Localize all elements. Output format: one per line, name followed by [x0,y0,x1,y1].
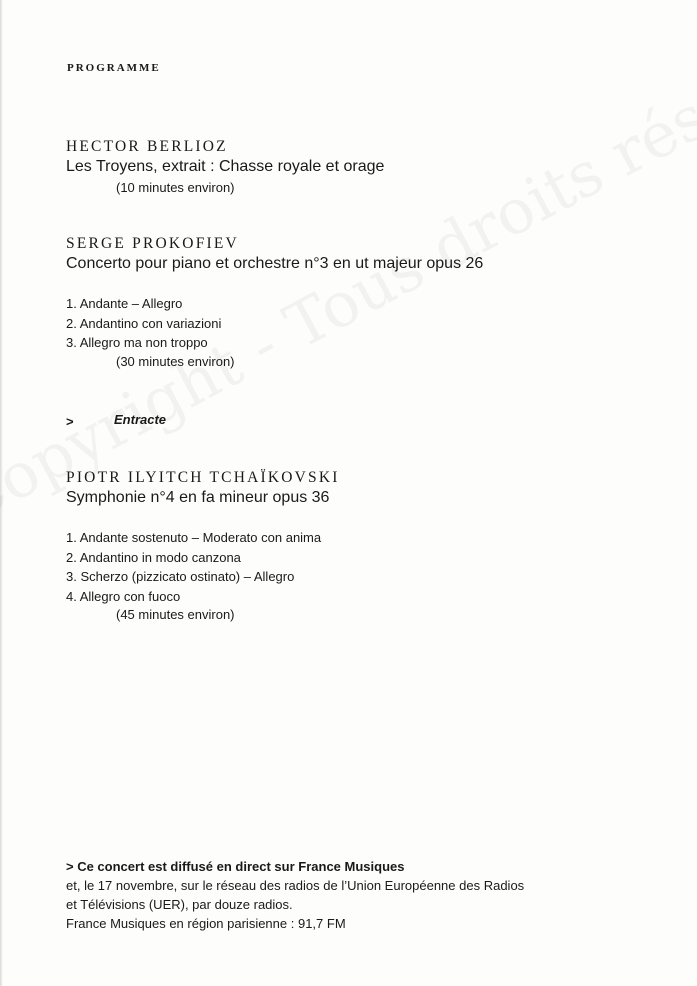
duration: (10 minutes environ) [116,180,235,195]
movement-list [66,528,321,606]
movement-item: 3. Scherzo (pizzicato ostinato) – Allegro [66,569,295,584]
movement-item: 3. Allegro ma non troppo [66,335,208,350]
duration: (30 minutes environ) [116,354,235,369]
work-title: Les Troyens, extrait : Chasse royale et orage [66,158,385,175]
movement-item: 2. Andantino con variazioni [66,315,222,331]
movement-item: 4. Allegro con fuoco [66,588,181,604]
movement-item: 1. Andante – Allegro [66,296,183,311]
work-title: Symphonie n°4 en fa mineur opus 36 [66,489,330,506]
movement-item: 2. Andantino in modo canzona [66,549,241,565]
entracte-label: Entracte [114,412,167,427]
broadcast-headline: > Ce concert est diffusé en direct sur France Musiques [66,859,405,874]
movement-list [66,294,221,353]
entracte-marker: > [66,414,74,429]
broadcast-line: France Musiques en région parisienne : 91,7 FM [66,916,346,931]
work-title: Concerto pour piano et orchestre n°3 en ut majeur opus 26 [66,255,484,272]
broadcast-line: et Télévisions (UER), par douze radios. [66,897,293,912]
programme-label: PROGRAMME [67,62,161,74]
composer-name: SERGE PROKOFIEV [66,235,239,252]
movement-item: 1. Andante sostenuto – Moderato con anima [66,530,322,545]
duration: (45 minutes environ) [116,607,235,622]
composer-name: HECTOR BERLIOZ [66,138,228,155]
broadcast-line: et, le 17 novembre, sur le réseau des radios de l’Union Européenne des Radios [66,878,525,893]
page-edge [0,0,3,986]
composer-name: PIOTR ILYITCH TCHAÏKOVSKI [66,469,340,486]
